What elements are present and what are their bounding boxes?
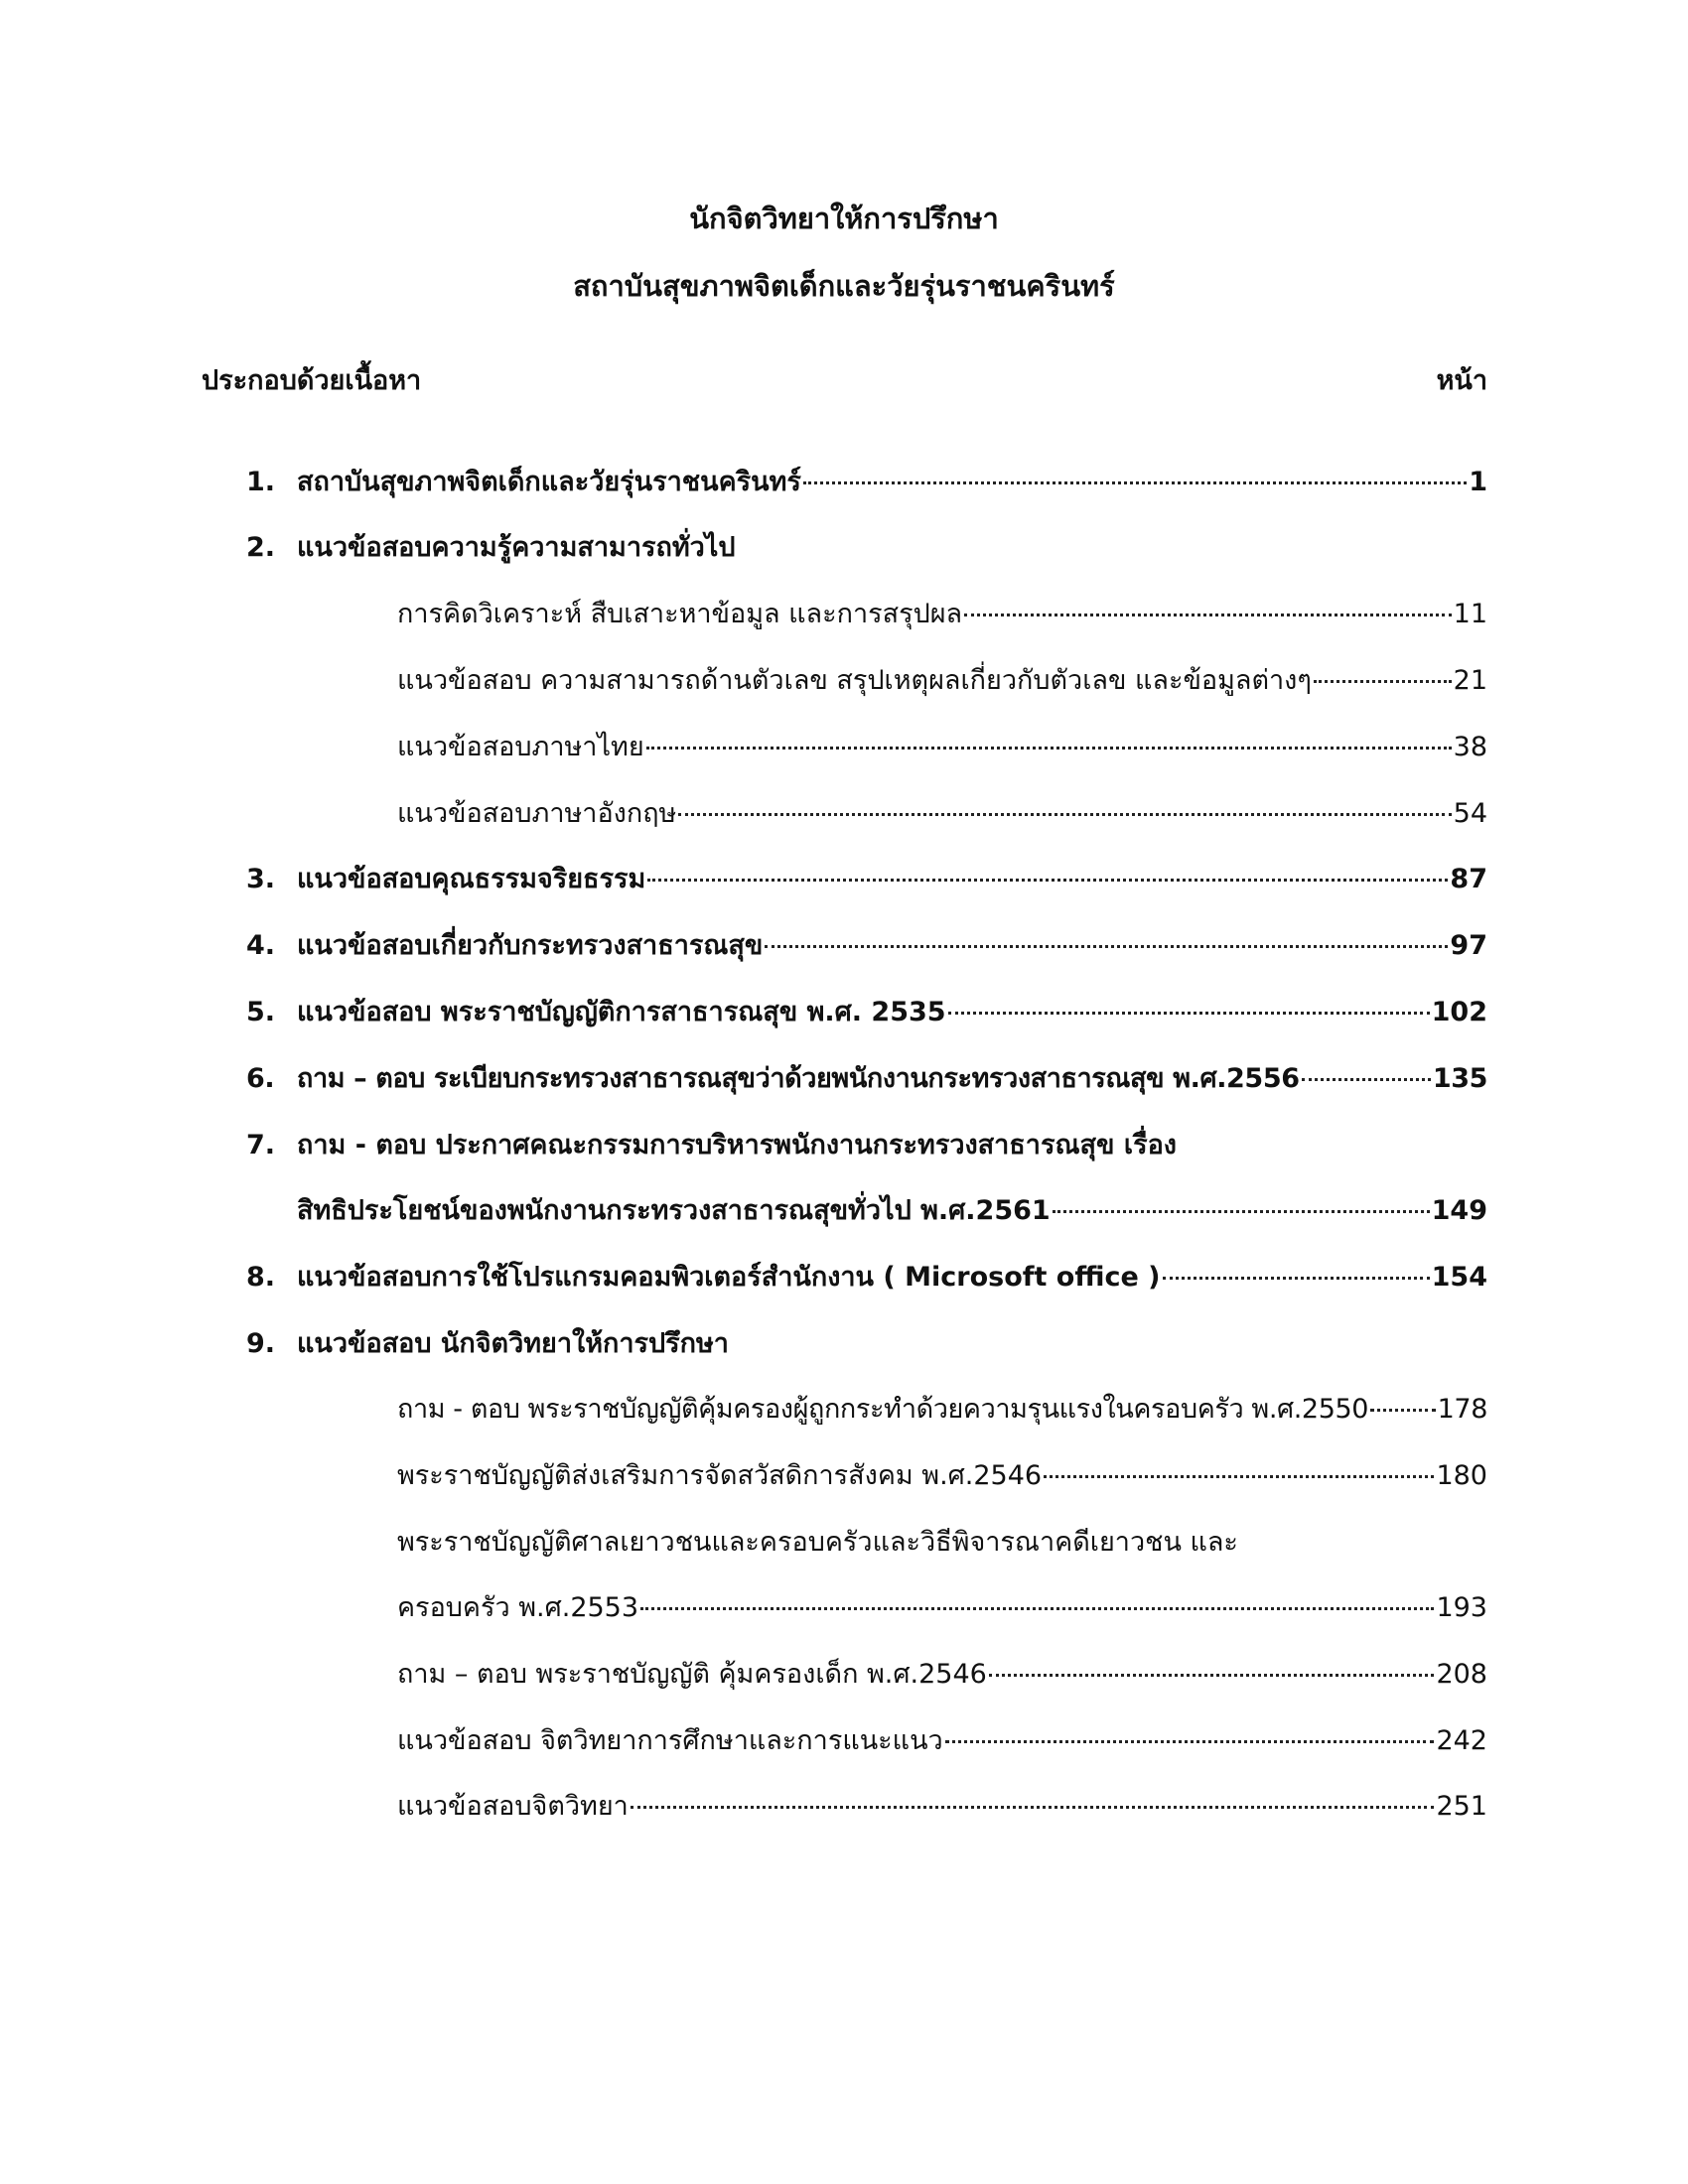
toc-title: ถาม – ตอบ ระเบียบกระทรวงสาธารณสุขว่าด้วยพนักงานกระทรวงสาธารณสุข พ.ศ.2556 bbox=[297, 1063, 1300, 1094]
toc-page: 54 bbox=[1453, 798, 1487, 829]
toc-page: 149 bbox=[1431, 1195, 1487, 1226]
dot-leader bbox=[1163, 1277, 1430, 1280]
toc-page: 97 bbox=[1450, 930, 1487, 961]
document-title: นักจิตวิทยาให้การปรึกษา bbox=[689, 202, 999, 235]
toc-page: 135 bbox=[1432, 1063, 1487, 1094]
toc-title: ถาม - ตอบ ประกาศคณะกรรมการบริหารพนักงานกระทรวงสาธารณสุข เรื่อง bbox=[297, 1130, 1177, 1160]
toc-title: แนวข้อสอบ พระราชบัญญัติการสาธารณสุข พ.ศ. 2535 bbox=[297, 997, 946, 1027]
toc-page: 180 bbox=[1436, 1460, 1487, 1491]
toc-number: 8. bbox=[246, 1262, 276, 1293]
toc-title: แนวข้อสอบความรู้ความสามารถทั่วไป bbox=[297, 532, 736, 563]
page-column-label: หน้า bbox=[1436, 365, 1487, 396]
toc-title: แนวข้อสอบ จิตวิทยาการศึกษาและการแนะแนว bbox=[397, 1725, 943, 1756]
dot-leader bbox=[803, 481, 1467, 484]
toc-entry-7-continued bbox=[297, 1191, 1487, 1231]
toc-number: 7. bbox=[246, 1130, 276, 1160]
toc-number: 3. bbox=[246, 864, 276, 894]
toc-title: พระราชบัญญัติส่งเสริมการจัดสวัสดิการสังคม พ.ศ.2546 bbox=[397, 1460, 1043, 1491]
dot-leader bbox=[989, 1674, 1435, 1677]
toc-entry-4 bbox=[246, 926, 1487, 966]
toc-page: 21 bbox=[1453, 665, 1487, 696]
toc-page: 102 bbox=[1431, 997, 1487, 1027]
dot-leader bbox=[948, 1012, 1430, 1015]
toc-subentry-2a bbox=[397, 595, 1487, 634]
dot-leader bbox=[1302, 1078, 1431, 1081]
toc-page: 87 bbox=[1450, 864, 1487, 894]
toc-title: แนวข้อสอบเกี่ยวกับกระทรวงสาธารณสุข bbox=[297, 930, 764, 961]
dot-leader bbox=[964, 614, 1452, 616]
toc-title: แนวข้อสอบภาษาอังกฤษ bbox=[397, 798, 677, 829]
toc-title-continued: สิทธิประโยชน์ของพนักงานกระทรวงสาธารณสุขทั่วไป พ.ศ.2561 bbox=[297, 1195, 1051, 1226]
toc-number: 2. bbox=[246, 532, 276, 563]
toc-subentry-9f bbox=[397, 1787, 1487, 1827]
toc-title: การคิดวิเคราะห์ สืบเสาะหาข้อมูล และการสรุปผล bbox=[397, 599, 963, 629]
document-subtitle: สถาบันสุขภาพจิตเด็กและวัยรุ่นราชนครินทร์ bbox=[573, 269, 1115, 303]
toc-subentry-9c-continued bbox=[397, 1588, 1487, 1628]
toc-page: 1 bbox=[1469, 467, 1487, 497]
toc-title: แนวข้อสอบการใช้โปรแกรมคอมพิวเตอร์สำนักงาน ( Microsoft office ) bbox=[297, 1262, 1161, 1293]
toc-title: แนวข้อสอบ ความสามารถด้านตัวเลข สรุปเหตุผลเกี่ยวกับตัวเลข และข้อมูลต่างๆ bbox=[397, 665, 1312, 696]
toc-page: 251 bbox=[1436, 1791, 1487, 1822]
toc-title-continued: ครอบครัว พ.ศ.2553 bbox=[397, 1592, 639, 1623]
toc-subentry-9e bbox=[397, 1721, 1487, 1761]
toc-page: 11 bbox=[1453, 599, 1487, 629]
toc-entry-8 bbox=[246, 1258, 1487, 1297]
toc-entry-1 bbox=[246, 463, 1487, 502]
toc-page: 242 bbox=[1436, 1725, 1487, 1756]
toc-entry-6 bbox=[246, 1059, 1487, 1099]
dot-leader bbox=[945, 1740, 1435, 1743]
toc-number: 9. bbox=[246, 1328, 276, 1359]
toc-title: แนวข้อสอบภาษาไทย bbox=[397, 732, 644, 762]
dot-leader bbox=[678, 813, 1451, 816]
contents-label: ประกอบด้วยเนื้อหา bbox=[202, 365, 422, 396]
toc-subentry-9c bbox=[397, 1523, 1487, 1563]
toc-subentry-2b bbox=[397, 661, 1487, 701]
toc-page: 178 bbox=[1437, 1394, 1487, 1425]
dot-leader bbox=[647, 879, 1448, 882]
toc-entry-2 bbox=[246, 528, 1487, 568]
toc-entry-5 bbox=[246, 993, 1487, 1032]
dot-leader bbox=[1314, 680, 1452, 683]
toc-title: ถาม – ตอบ พระราชบัญญัติ คุ้มครองเด็ก พ.ศ.2546 bbox=[397, 1659, 987, 1690]
dot-leader bbox=[1044, 1475, 1434, 1478]
toc-title: แนวข้อสอบจิตวิทยา bbox=[397, 1791, 629, 1822]
toc-number: 5. bbox=[246, 997, 276, 1027]
toc-subentry-2d bbox=[397, 794, 1487, 834]
dot-leader bbox=[640, 1607, 1434, 1610]
toc-entry-7 bbox=[246, 1126, 1487, 1165]
toc-title: สถาบันสุขภาพจิตเด็กและวัยรุ่นราชนครินทร์ bbox=[297, 467, 801, 497]
toc-title: แนวข้อสอบคุณธรรมจริยธรรม bbox=[297, 864, 646, 894]
toc-number: 4. bbox=[246, 930, 276, 961]
toc-number: 6. bbox=[246, 1063, 275, 1094]
dot-leader bbox=[765, 945, 1448, 948]
toc-page: 193 bbox=[1436, 1592, 1487, 1623]
dot-leader bbox=[631, 1806, 1435, 1809]
toc-entry-9 bbox=[246, 1324, 1487, 1364]
dot-leader bbox=[646, 747, 1452, 750]
toc-title: ถาม - ตอบ พระราชบัญญัติคุ้มครองผู้ถูกกระทำด้วยความรุนแรงในครอบครัว พ.ศ.2550 bbox=[397, 1394, 1369, 1425]
toc-page: 38 bbox=[1453, 732, 1487, 762]
toc-title: พระราชบัญญัติศาลเยาวชนและครอบครัวและวิธีพิจารณาคดีเยาวชน และ bbox=[397, 1527, 1238, 1558]
toc-page: 208 bbox=[1436, 1659, 1487, 1690]
dot-leader bbox=[1053, 1210, 1430, 1213]
toc-page: 154 bbox=[1431, 1262, 1487, 1293]
toc-subentry-9a bbox=[397, 1390, 1487, 1430]
toc-title: แนวข้อสอบ นักจิตวิทยาให้การปรึกษา bbox=[297, 1328, 729, 1359]
toc-subentry-9b bbox=[397, 1456, 1487, 1496]
toc-subentry-2c bbox=[397, 728, 1487, 767]
toc-number: 1. bbox=[246, 467, 276, 497]
dot-leader bbox=[1370, 1409, 1436, 1412]
toc-entry-3 bbox=[246, 860, 1487, 899]
toc-subentry-9d bbox=[397, 1655, 1487, 1695]
